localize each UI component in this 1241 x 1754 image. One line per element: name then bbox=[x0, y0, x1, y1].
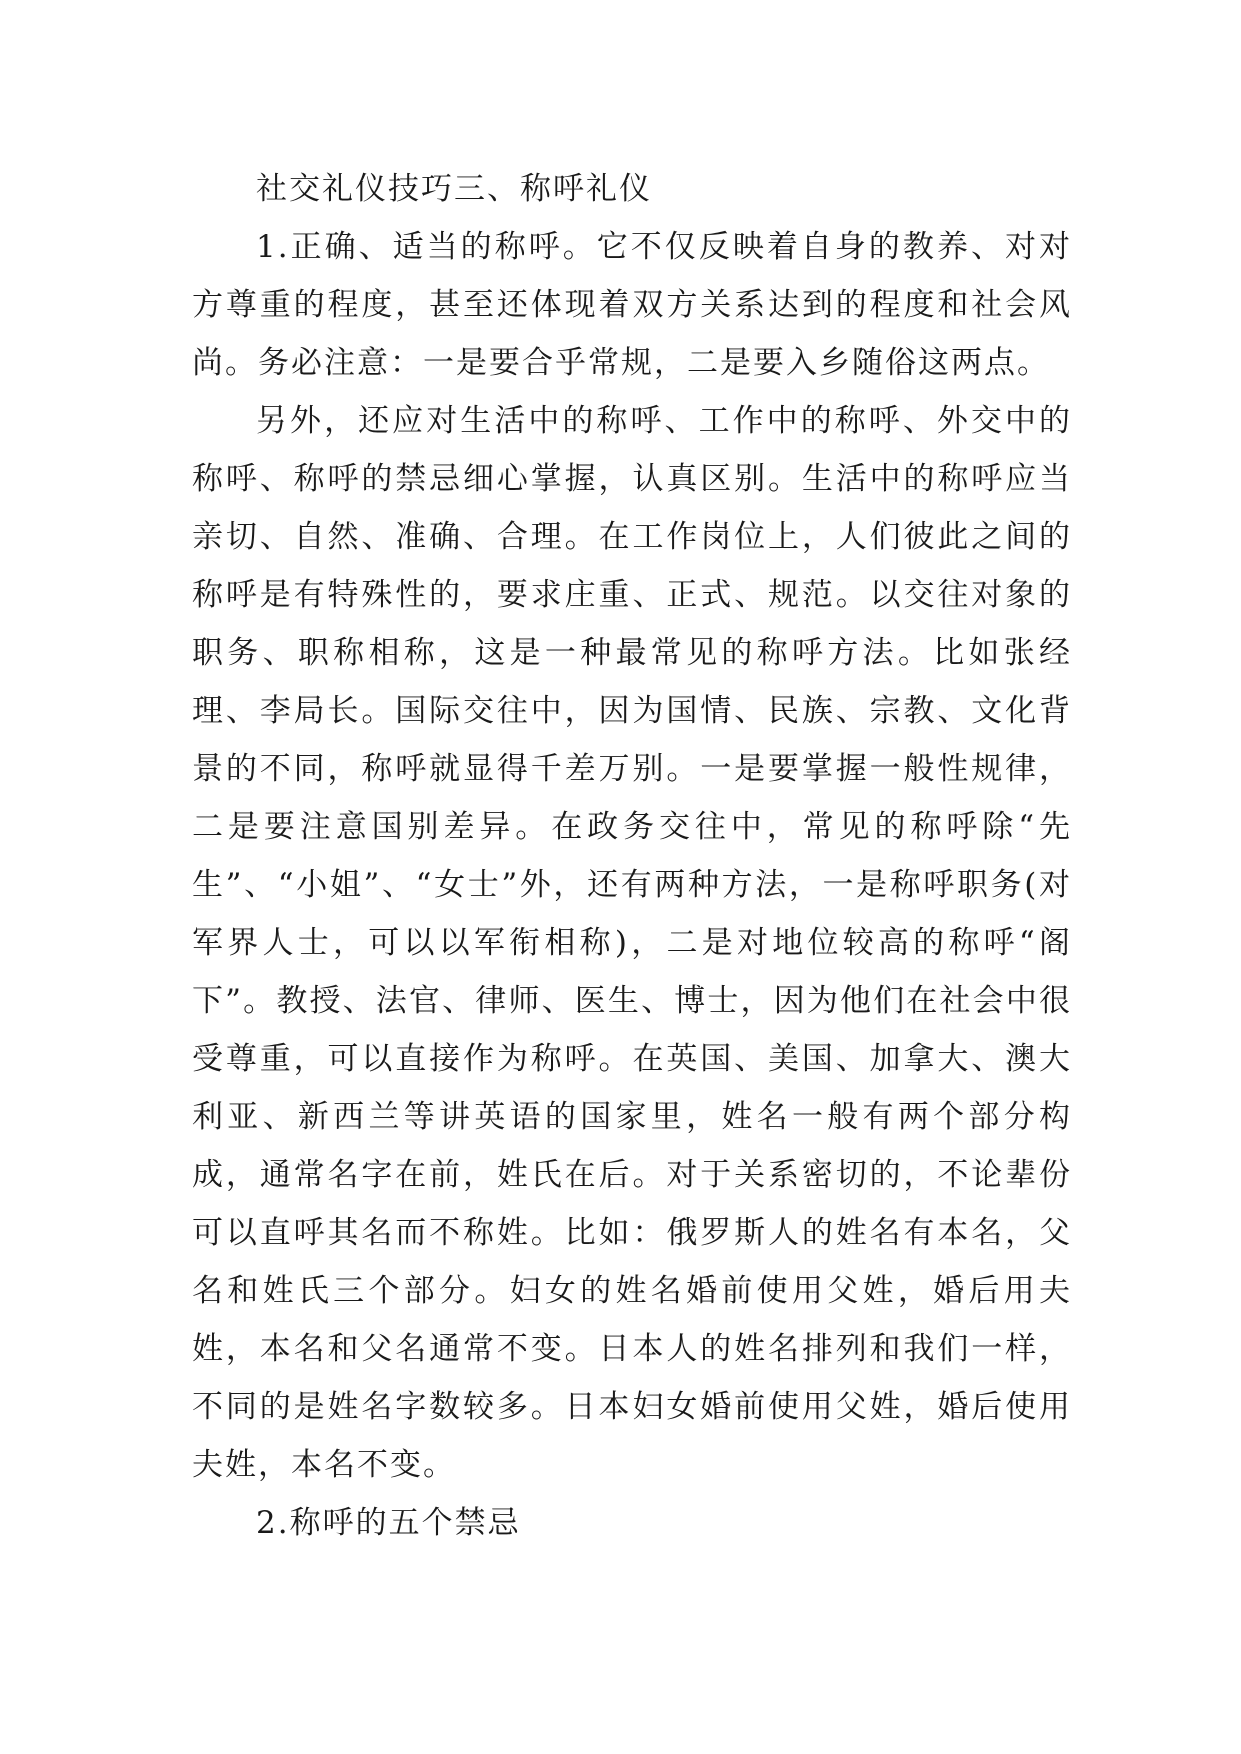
section-heading: 社交礼仪技巧三、称呼礼仪 bbox=[256, 171, 652, 207]
document-body bbox=[192, 160, 1072, 1552]
paragraph-address-details: 另外，还应对生活中的称呼、工作中的称呼、外交中的称呼、称呼的禁忌细心掌握，认真区别。生活中的称呼应当亲切、自然、准确、合理。在工作岗位上，人们彼此之间的称呼是有特殊性的，要求庄重、正式、规范。以交往对象的职务、职称相称，这是一种最常见的称呼方法。比如张经理、李局长。国际交往中，因为国情、民族、宗教、文化背景的不同，称呼就显得千差万别。一是要掌握一般性规律，二是要注意国别差异。在政务交往中，常见的称呼除“先生”、“小姐”、“女士”外，还有两种方法，一是称呼职务(对军界人士，可以以军衔相称)，二是对地位较高的称呼“阁下”。教授、法官、律师、医生、博士，因为他们在社会中很受尊重，可以直接作为称呼。在英国、美国、加拿大、澳大利亚、新西兰等讲英语的国家里，姓名一般有两个部分构成，通常名字在前，姓氏在后。对于关系密切的，不论辈份可以直呼其名而不称姓。比如：俄罗斯人的姓名有本名，父名和姓氏三个部分。妇女的姓名婚前使用父姓，婚后用夫姓，本名和父名通常不变。日本人的姓名排列和我们一样，不同的是姓名字数较多。日本妇女婚前使用父姓，婚后使用夫姓，本名不变。 bbox=[192, 403, 1072, 1483]
paragraph-proper-address: 1.正确、适当的称呼。它不仅反映着自身的教养、对对方尊重的程度，甚至还体现着双方关系达到的程度和社会风尚。务必注意：一是要合乎常规，二是要入乡随俗这两点。 bbox=[192, 229, 1072, 381]
paragraph-five-taboos: 2.称呼的五个禁忌 bbox=[256, 1505, 521, 1541]
